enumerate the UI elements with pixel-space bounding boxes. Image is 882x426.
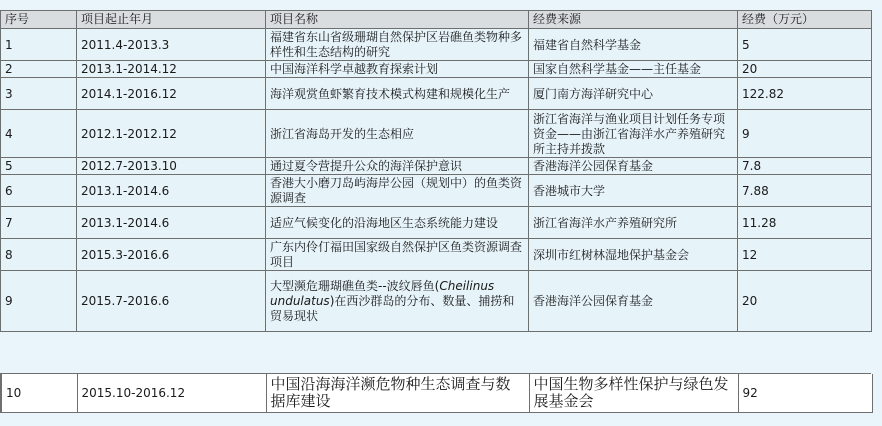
cell-no: 7 [1,207,77,239]
cell-amount: 7.88 [738,175,872,207]
cell-source: 深圳市红树林湿地保护基金会 [529,239,738,271]
cell-period: 2013.1-2014.6 [77,175,266,207]
cell-name: 中国沿海海洋濒危物种生态调查与数据库建设 [266,374,529,413]
cell-period: 2015.10-2016.12 [77,374,266,413]
cell-name: 广东内伶仃福田国家级自然保护区鱼类资源调查项目 [266,239,529,271]
cell-name: 海洋观赏鱼虾繁育技术模式构建和规模化生产 [266,78,529,110]
table-row [1,374,872,413]
cell-source: 香港城市大学 [529,175,738,207]
cell-amount: 7.8 [738,158,872,175]
cell-period: 2011.4-2013.3 [77,29,266,61]
table-row [1,158,872,175]
cell-source: 福建省自然科学基金 [529,29,738,61]
cell-no: 8 [1,239,77,271]
cell-no: 3 [1,78,77,110]
table-row [1,271,872,332]
cell-name: 香港大小磨刀岛屿海岸公园（规划中）的鱼类资源调查 [266,175,529,207]
cell-name: 通过夏令营提升公众的海洋保护意识 [266,158,529,175]
cell-period: 2012.7-2013.10 [77,158,266,175]
cell-amount: 9 [738,110,872,158]
table-row [1,78,872,110]
cell-no: 2 [1,61,77,78]
cell-no: 10 [1,374,77,413]
table-row [1,239,872,271]
cell-period: 2015.7-2016.6 [77,271,266,332]
cell-source: 浙江省海洋与渔业项目计划任务专项资金——由浙江省海洋水产养殖研究所主持并拨款 [529,110,738,158]
cell-name: 浙江省海岛开发的生态相应 [266,110,529,158]
cell-amount: 11.28 [738,207,872,239]
header-row [1,11,872,29]
cell-no: 6 [1,175,77,207]
header-source: 经费来源 [529,11,738,29]
table-row [1,207,872,239]
cell-no: 4 [1,110,77,158]
header-period: 项目起止年月 [77,11,266,29]
table-row [1,110,872,158]
cell-no: 9 [1,271,77,332]
cell-name: 福建省东山省级珊瑚自然保护区岩礁鱼类物种多样性和生态结构的研究 [266,29,529,61]
cell-amount: 5 [738,29,872,61]
table-row [1,29,872,61]
cell-name [266,271,529,332]
grant-table [0,10,872,332]
cell-period: 2013.1-2014.12 [77,61,266,78]
cell-period: 2014.1-2016.12 [77,78,266,110]
name-suffix: )在西沙群岛的分布、数量、捕捞和贸易现状 [270,294,515,323]
cell-source: 香港海洋公园保育基金 [529,271,738,332]
cell-source: 浙江省海洋水产养殖研究所 [529,207,738,239]
grant-table-last-row [0,374,873,413]
table-row [1,175,872,207]
cell-source: 中国生物多样性保护与绿色发展基金会 [529,374,738,413]
header-name: 项目名称 [266,11,529,29]
name-prefix: 大型濒危珊瑚礁鱼类--波纹唇鱼( [270,279,440,293]
table-row [1,61,872,78]
cell-period: 2012.1-2012.12 [77,110,266,158]
cell-amount: 12 [738,239,872,271]
species-name: Cheilinus undulatus [270,279,495,308]
cell-amount: 20 [738,271,872,332]
cell-amount: 92 [738,374,872,413]
header-no: 序号 [1,11,77,29]
cell-period: 2015.3-2016.6 [77,239,266,271]
cell-source: 国家自然科学基金——主任基金 [529,61,738,78]
cell-source: 厦门南方海洋研究中心 [529,78,738,110]
cell-amount: 122.82 [738,78,872,110]
cell-no: 5 [1,158,77,175]
cell-name: 中国海洋科学卓越教育探索计划 [266,61,529,78]
cell-amount: 20 [738,61,872,78]
cell-name: 适应气候变化的沿海地区生态系统能力建设 [266,207,529,239]
cell-period: 2013.1-2014.6 [77,207,266,239]
cell-source: 香港海洋公园保育基金 [529,158,738,175]
cell-no: 1 [1,29,77,61]
header-amount: 经费（万元） [738,11,872,29]
